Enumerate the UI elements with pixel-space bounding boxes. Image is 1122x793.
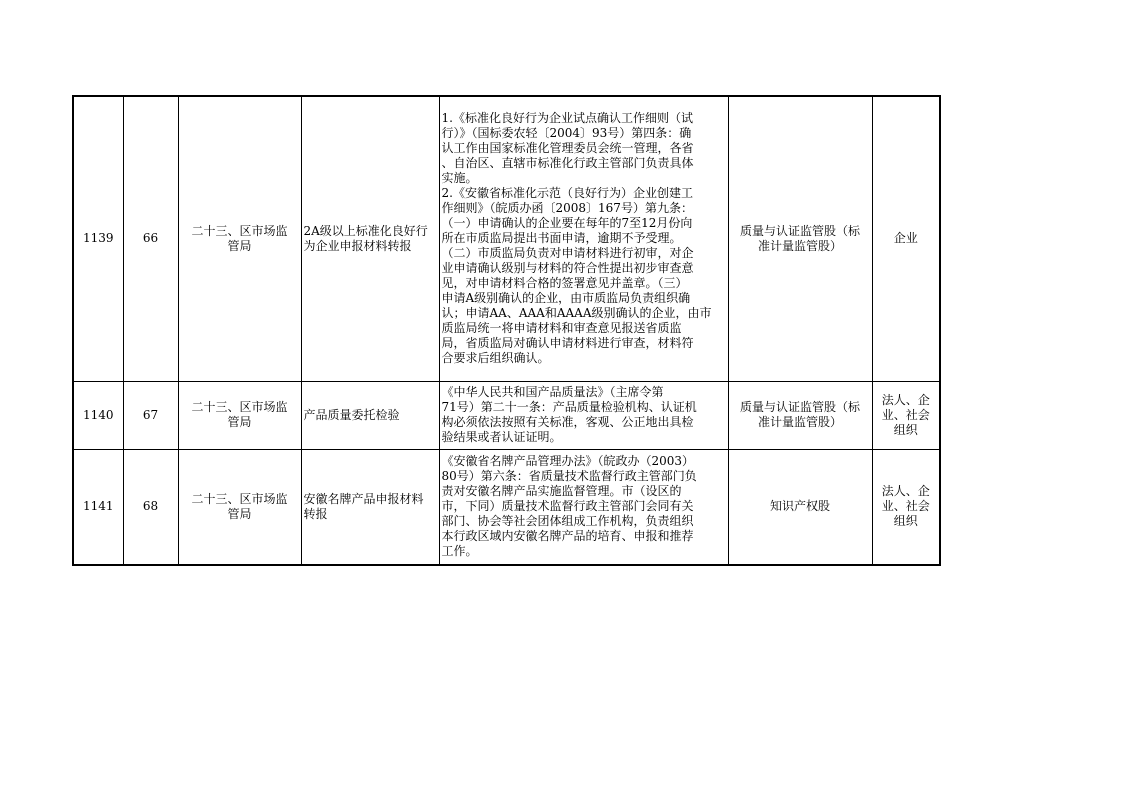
cell-target: 法人、企 业、社会 组织	[872, 449, 940, 565]
table-row	[73, 381, 940, 449]
cell-dept: 二十三、区市场监 管局	[178, 381, 301, 449]
cell-item: 2A级以上标准化良好行 为企业申报材料转报	[301, 96, 439, 381]
cell-target: 法人、企 业、社会 组织	[872, 381, 940, 449]
cell-sub-no: 67	[123, 381, 178, 449]
cell-dept: 二十三、区市场监 管局	[178, 449, 301, 565]
table-row	[73, 449, 940, 565]
table-body	[73, 96, 940, 565]
cell-dept: 二十三、区市场监 管局	[178, 96, 301, 381]
cell-no: 1141	[73, 449, 123, 565]
cell-legal-basis: 《安徽省名牌产品管理办法》（皖政办（2003） 80号）第六条：省质量技术监督行政主管部门负 责对安徽名牌产品实施监督管理。市（设区的 市，下同）质量技术监督行政主管部门会同有关 部门、协会等社会团体组成工作机构，负责组织 本行政区域内安徽名牌产品的培育、申报和推荐 工作。	[439, 449, 728, 565]
cell-office: 质量与认证监管股（标 准计量监管股）	[728, 381, 872, 449]
cell-legal-basis: 1.《标准化良好行为企业试点确认工作细则（试 行）》（国标委农轻〔2004〕93号）第四条：确 认工作由国家标准化管理委员会统一管理，各省 、自治区、直辖市标准化行政主管部门负责具体 实施。 2.《安徽省标准化示范（良好行为）企业创建工 作细则》（皖质办函〔2008〕167号）第九条： （一）申请确认的企业要在每年的7至12月份向 所在市质监局提出书面申请，逾期不予受理。 （二）市质监局负责对申请材料进行初审，对企 业申请确认级别与材料的符合性提出初步审查意 见，对申请材料合格的签署意见并盖章。（三） 申请A级别确认的企业，由市质监局负责组织确 认；申请AA、AAA和AAAA级别确认的企业，由市 质监局统一将申请材料和审查意见报送省质监 局，省质监局对确认申请材料进行审查，材料符 合要求后组织确认。	[439, 96, 728, 381]
cell-no: 1139	[73, 96, 123, 381]
cell-item: 产品质量委托检验	[301, 381, 439, 449]
cell-office: 知识产权股	[728, 449, 872, 565]
cell-legal-basis: 《中华人民共和国产品质量法》（主席令第 71号）第二十一条：产品质量检验机构、认证机 构必须依法按照有关标准，客观、公正地出具检 验结果或者认证证明。	[439, 381, 728, 449]
cell-sub-no: 68	[123, 449, 178, 565]
cell-sub-no: 66	[123, 96, 178, 381]
cell-target: 企业	[872, 96, 940, 381]
table-row	[73, 96, 940, 381]
cell-item: 安徽名牌产品申报材料 转报	[301, 449, 439, 565]
data-table	[72, 95, 941, 566]
cell-no: 1140	[73, 381, 123, 449]
cell-office: 质量与认证监管股（标 准计量监管股）	[728, 96, 872, 381]
